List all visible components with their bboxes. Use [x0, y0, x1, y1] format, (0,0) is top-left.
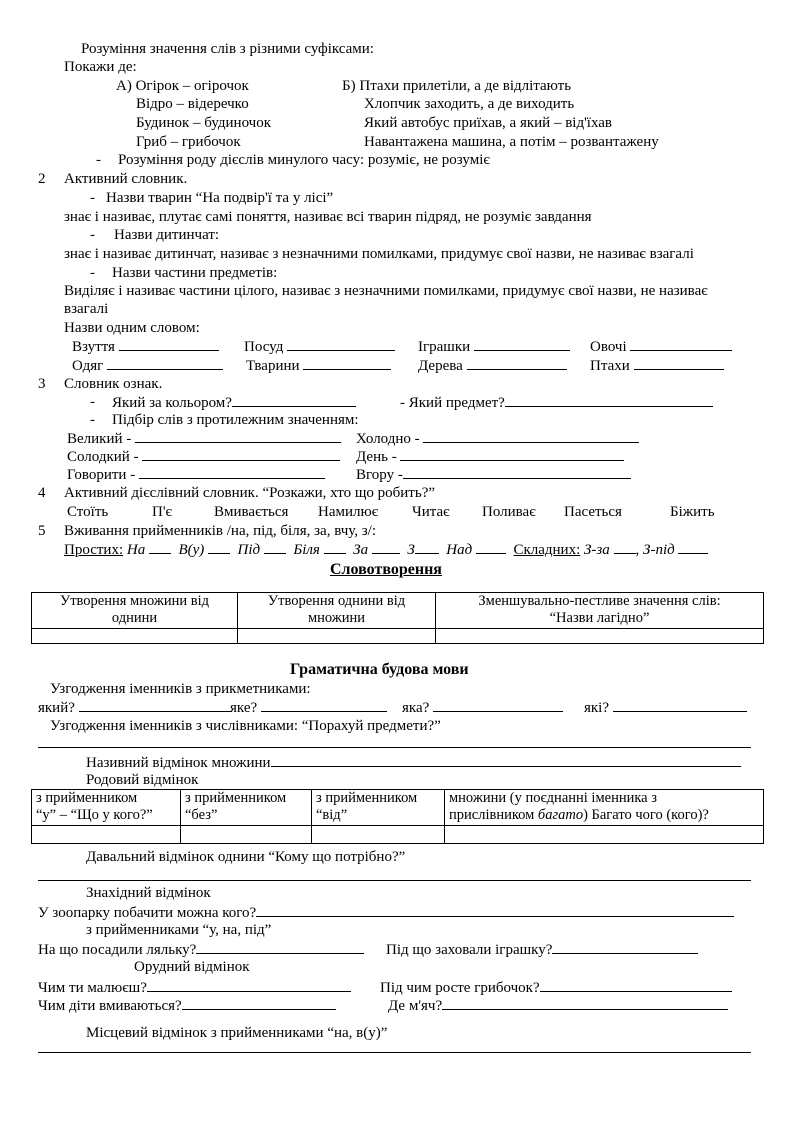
answer-blank[interactable]: [540, 978, 732, 992]
category-item: Тварини: [246, 356, 391, 375]
verb-item: Пасеться: [564, 504, 622, 520]
answer-blank[interactable]: [467, 356, 567, 370]
word-formation-table: [31, 592, 764, 644]
answer-blank[interactable]: [119, 337, 219, 351]
wash-question: Чим діти вмиваються?: [38, 996, 336, 1015]
table-header: з прийменником “без”: [181, 790, 312, 826]
verb-item: Стоїть: [67, 504, 109, 520]
answer-blank[interactable]: [147, 978, 351, 992]
table-header: множини (у поєднанні іменника з прислівником багато) Багато чого (кого)?: [445, 790, 764, 826]
table-cell[interactable]: [312, 826, 445, 844]
adj-question: який?: [38, 698, 231, 717]
opposite-item: Холодно -: [356, 429, 639, 448]
cubs-task: Назви дитинчат:: [114, 227, 220, 243]
prepositions-line: Простих: На В(у) Під Біля За З Над Складних: З-за , З-під: [64, 540, 708, 559]
adj-question: які?: [584, 698, 747, 717]
answer-blank[interactable]: [303, 356, 391, 370]
opposite-item: Говорити -: [67, 465, 325, 484]
attributes-vocab-title: Словник ознак.: [64, 376, 163, 392]
verb-item: Намилює: [318, 504, 379, 520]
parts-result-options: Виділяє і називає частини цілого, називає з незначними помилками, придумує свої назви, не називає: [64, 283, 708, 299]
bullet: -: [96, 152, 101, 168]
nominative-plural: Називний відмінок множини: [86, 753, 741, 772]
answer-blank[interactable]: [442, 996, 728, 1010]
instrumental-title: Орудний відмінок: [134, 959, 250, 975]
dative-title: Давальний відмінок однини “Кому що потрібно?”: [86, 849, 406, 865]
parts-task: Назви частини предметів:: [112, 265, 278, 281]
bullet: -: [90, 190, 95, 206]
bullet: -: [90, 265, 95, 281]
answer-blank[interactable]: [614, 540, 636, 554]
answer-blank[interactable]: [79, 698, 231, 712]
answer-blank[interactable]: [142, 447, 340, 461]
genitive-title: Родовий відмінок: [86, 772, 199, 788]
opposite-item: Великий -: [67, 429, 341, 448]
verb-item: Поливає: [482, 504, 536, 520]
answer-line[interactable]: [38, 1052, 751, 1053]
verb-item: Біжить: [670, 504, 715, 520]
answer-blank[interactable]: [196, 940, 364, 954]
answer-blank[interactable]: [232, 393, 356, 407]
color-question: Який за кольором?: [112, 393, 356, 412]
category-item: Дерева: [418, 356, 567, 375]
answer-blank[interactable]: [324, 540, 346, 554]
toy-question: Під що заховали іграшку?: [386, 940, 698, 959]
object-question: - Який предмет?: [400, 393, 713, 412]
animals-task: Назви тварин “На подвір'ї та у лісі”: [106, 190, 334, 206]
suffix-section-title: Розуміння значення слів з різними суфіксами:: [81, 41, 374, 57]
verb-gender-line: Розуміння роду дієслів минулого часу: розуміє, не розуміє: [118, 152, 490, 168]
suffix-b-item: Хлопчик заходить, а де виходить: [364, 96, 575, 112]
adj-agreement-title: Узгодження іменників з прикметниками:: [50, 681, 311, 697]
zoo-question: У зоопарку побачити можна кого?: [38, 903, 734, 922]
table-header: Утворення однини від множини: [238, 593, 436, 629]
answer-blank[interactable]: [613, 698, 747, 712]
table-header: з прийменником “у” – “Що у кого?”: [32, 790, 181, 826]
category-item: Одяг: [72, 356, 223, 375]
answer-blank[interactable]: [149, 540, 171, 554]
suffix-a-item: А) Огірок – огірочок: [116, 78, 249, 94]
accusative-prepositions: з прийменниками “у, на, під”: [86, 922, 272, 938]
suffix-b-item: Який автобус приїхав, а який – від'їхав: [364, 115, 612, 131]
answer-blank[interactable]: [287, 337, 395, 351]
category-item: Птахи: [590, 356, 724, 375]
table-cell[interactable]: [436, 629, 764, 644]
locative-title: Місцевий відмінок з прийменниками “на, в(у)”: [86, 1025, 388, 1041]
answer-blank[interactable]: [107, 356, 223, 370]
suffix-a-item: Відро – відеречко: [136, 96, 249, 112]
ball-question: Де м'яч?: [388, 996, 728, 1015]
answer-blank[interactable]: [182, 996, 336, 1010]
category-item: Овочі: [590, 337, 732, 356]
answer-line[interactable]: [38, 880, 751, 881]
table-cell[interactable]: [32, 629, 238, 644]
adj-question: яке?: [230, 698, 387, 717]
table-cell[interactable]: [238, 629, 436, 644]
answer-blank[interactable]: [261, 698, 387, 712]
category-item: Взуття: [72, 337, 219, 356]
section-number: 4: [38, 485, 46, 501]
table-header: Утворення множини від однини: [32, 593, 238, 629]
table-cell[interactable]: [32, 826, 181, 844]
opposite-item: Вгору -: [356, 465, 631, 484]
verb-item: Читає: [412, 504, 450, 520]
genitive-table: [31, 789, 764, 844]
active-vocab-title: Активний словник.: [64, 171, 188, 187]
opposites-task: Підбір слів з протилежним значенням:: [112, 412, 359, 428]
suffix-prompt: Покажи де:: [64, 59, 137, 75]
suffix-a-item: Гриб – грибочок: [136, 134, 241, 150]
word-formation-heading: Словотворення: [330, 561, 442, 578]
answer-blank[interactable]: [264, 540, 286, 554]
bullet: -: [90, 394, 95, 410]
answer-line[interactable]: [38, 747, 751, 748]
bullet: -: [90, 227, 95, 243]
table-cell[interactable]: [445, 826, 764, 844]
section-number: 5: [38, 523, 46, 539]
verbs-vocab-title: Активний дієслівний словник. “Розкажи, хто що робить?”: [64, 485, 436, 501]
suffix-b-item: Б) Птахи прилетіли, а де відлітають: [342, 78, 572, 94]
bullet: -: [90, 412, 95, 428]
answer-blank[interactable]: [474, 337, 570, 351]
verb-item: Вмивається: [214, 504, 289, 520]
doll-question: На що посадили ляльку?: [38, 940, 364, 959]
table-header: з прийменником “від”: [312, 790, 445, 826]
mushroom-question: Під чим росте грибочок?: [380, 978, 732, 997]
answer-blank[interactable]: [433, 698, 563, 712]
adj-question: яка?: [402, 698, 563, 717]
answer-blank[interactable]: [400, 447, 624, 461]
answer-blank[interactable]: [634, 356, 724, 370]
opposite-item: Солодкий -: [67, 447, 340, 466]
suffix-b-item: Навантажена машина, а потім – розвантажену: [364, 134, 659, 150]
accusative-title: Знахідний відмінок: [86, 885, 211, 901]
answer-blank[interactable]: [476, 540, 506, 554]
answer-blank[interactable]: [135, 429, 341, 443]
answer-blank[interactable]: [552, 940, 698, 954]
parts-result-options-cont: взагалі: [64, 301, 109, 317]
animals-result-options: знає і називає, плутає самі поняття, називає всі тварин підряд, не розуміє завдання: [64, 209, 592, 225]
answer-blank[interactable]: [256, 903, 734, 917]
answer-blank[interactable]: [505, 393, 713, 407]
answer-blank[interactable]: [403, 465, 631, 479]
draw-question: Чим ти малюєш?: [38, 978, 351, 997]
answer-blank[interactable]: [630, 337, 732, 351]
answer-blank[interactable]: [415, 540, 439, 554]
prepositions-title: Вживання прийменників /на, під, біля, за, вчу, з/:: [64, 523, 377, 539]
category-item: Іграшки: [418, 337, 570, 356]
table-header: Зменшувально-пестливе значення слів: “Назви лагідно”: [436, 593, 764, 629]
suffix-a-item: Будинок – будиночок: [136, 115, 272, 131]
answer-blank[interactable]: [423, 429, 639, 443]
one-word-task: Назви одним словом:: [64, 320, 200, 336]
section-number: 3: [38, 376, 46, 392]
answer-blank[interactable]: [372, 540, 400, 554]
answer-blank[interactable]: [271, 753, 741, 767]
num-agreement-title: Узгодження іменників з числівниками: “Порахуй предмети?”: [50, 718, 441, 734]
grammar-heading: Граматична будова мови: [290, 661, 469, 678]
section-number: 2: [38, 171, 46, 187]
answer-blank[interactable]: [208, 540, 230, 554]
answer-blank[interactable]: [678, 540, 708, 554]
category-item: Посуд: [244, 337, 395, 356]
cubs-result-options: знає і називає дитинчат, називає з незначними помилками, придумує свої назви, не називає взагалі: [64, 246, 694, 262]
opposite-item: День -: [356, 447, 624, 466]
answer-blank[interactable]: [139, 465, 325, 479]
table-cell[interactable]: [181, 826, 312, 844]
verb-item: П'є: [152, 504, 172, 520]
